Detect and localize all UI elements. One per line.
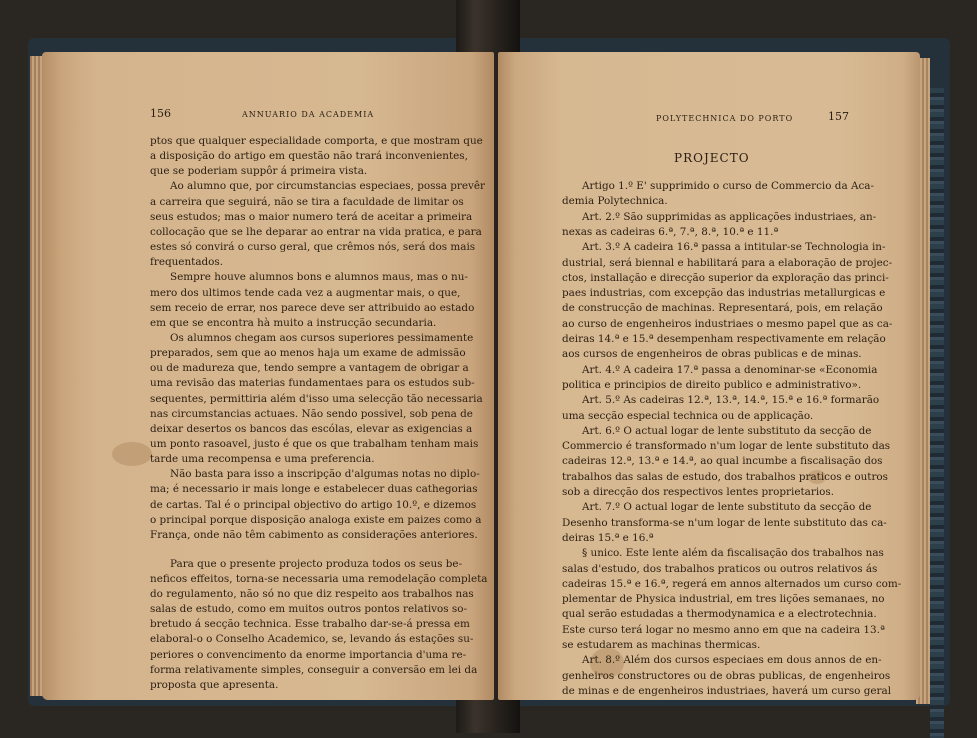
text-line: em que se encontra hà muito a instrucção secundaria. [150,316,437,329]
text-line: collocação que se lhe deparar ao entrar na vida pratica, e para [150,225,482,238]
text-line: ou de madureza que, tendo sempre a vantagem de obrigar a [150,362,469,375]
text-line: preparados, sem que ao menos haja um exame de admissão [150,347,466,360]
text-line: estes só convirá o curso geral, que crêmos nós, será dos mais [150,241,476,254]
page-number: 157 [828,110,849,123]
text-line: uma revisão das materias fundamentaes para os estudos sub- [150,377,475,390]
text-line: Art. 5.º As cadeiras 12.ª, 13.ª, 14.ª, 15.ª e 16.ª formarão [582,394,880,407]
text-line: dustrial, será biennal e habilitará para a elaboração de projec- [562,256,893,269]
text-line: Não basta para isso a inscripção d'algumas notas no diplo- [170,468,480,481]
text-line: tarde uma recompensa e uma preferencia. [150,453,375,466]
cover-edge [930,88,944,738]
text-line: deiras 15.ª e 16.ª [562,531,654,544]
text-line: Commercio é transformado n'um logar de lente substituto das [562,440,891,453]
text-line: cadeiras 12.ª, 13.ª e 14.ª, ao qual incumbe a fiscalisação dos [562,455,883,468]
text-line: aos cursos de engenheiros de obras publicas e de minas. [562,348,862,361]
text-line: Art. 2.º São supprimidas as applicações industriaes, an- [582,210,877,223]
text-line: qual serão estudadas a thermodynamica e a electrotechnia. [562,608,877,621]
text-line: elaboral-o o Conselho Academico, se, levando ás estações su- [150,633,474,646]
text-line: Os alumnos chegam aos cursos superiores pessimamente [170,331,474,344]
text-line: salas de estudo, como em muitos outros pontos relativos so- [150,603,468,616]
paper-stain [112,442,152,466]
text-line: plementar de Physica industrial, em tres lições semanaes, no [562,593,885,606]
text-line: Ao alumno que, por circumstancias especiaes, possa prevêr [170,180,486,193]
text-line: Art. 6.º O actual logar de lente substituto da secção de [582,424,872,437]
text-line: Art. 4.º A cadeira 17.ª passa a denominar-se «Economia [582,363,878,376]
text-line: a carreira que seguirá, não se tira a faculdade de limitar os [150,195,464,208]
text-line: de minas e de engenheiros industriaes, haverá um curso geral [562,684,892,697]
text-line: Art. 3.º A cadeira 16.ª passa a intitular-se Technologia in- [582,241,886,254]
text-line: Este curso terá logar no mesmo anno em que na cadeira 13.ª [562,623,885,636]
text-line: cadeiras 15.ª e 16.ª, regerá em annos alternados um curso com- [562,577,902,590]
text-line: de cartas. Tal é o principal objectivo do artigo 10.º, e dizemos [150,498,477,511]
text-line: Para que o presente projecto produza todos os seus be- [170,557,463,570]
text-line: França, onde não têm cabimento as considerações anteriores. [150,528,478,541]
text-line: demia Polytechnica. [562,195,668,208]
text-line: a disposição do artigo em questão não trará inconvenientes, [150,150,468,163]
text-line: politica e principios de direito publico e administrativo». [562,378,862,391]
right-page [498,52,920,700]
text-line: sequentes, permittiria além d'isso uma selecção tão necessaria [150,392,483,405]
text-line: sob a direcção dos respectivos lentes proprietarios. [562,486,835,498]
text-line: uma secção especial technica ou de applicação. [562,409,814,422]
text-line: do regulamento, não só no que diz respeito aos trabalhos nas [150,587,474,600]
text-line: proposta que apresenta. [150,678,279,691]
text-line: paes industrias, com excepção das industrias metallurgicas e [562,287,886,300]
text-line: ao curso de engenheiros industriaes o mesmo papel que as ca- [562,317,893,330]
text-line: periores o convencimento da enorme importancia d'uma re- [150,648,467,661]
text-line: genheiros constructores ou de obras publicas, de engenheiros [562,669,891,682]
text-line: sem receio de errar, nos parece deve ser attribuido ao estado [150,301,475,314]
text-line: Art. 8.º Além dos cursos especiaes em dous annos de en- [582,654,882,667]
text-line: o principal porque disposição analoga existe em paizes como a [150,513,482,526]
text-line: deixar desertos os bancos das escólas, elevar as exigencias a [150,422,473,435]
page-number: 156 [150,107,171,120]
text-line: Desenho transforma-se n'um logar de lente substituto das ca- [562,516,887,529]
text-line: frequentados. [150,256,224,269]
section-title: PROJECTO [674,151,750,165]
text-line: nas circumstancias actuaes. Não sendo possivel, sob pena de [150,407,473,420]
text-line: Sempre houve alumnos bons e alumnos maus, mas o nu- [170,271,468,284]
text-line: um ponto rasoavel, justo é que os que trabalham tenham mais [150,438,479,450]
text-line: trabalhos das salas de estudo, dos trabalhos praticos e outros [562,470,889,483]
text-line: § unico. Este lente além da fiscalisação dos trabalhos nas [582,547,884,560]
text-line: deiras 14.ª e 15.ª desempenham respectivamente em relação [562,333,886,345]
text-line: salas d'estudo, dos trabalhos praticos ou outros relativos ás [562,562,878,575]
left-page [42,52,494,700]
text-line: nexas as cadeiras 6.ª, 7.ª, 8.ª, 10.ª e 11.ª [562,225,779,238]
text-line: de construcção de machinas. Representará, pois, em relação [562,302,883,315]
text-line: ma; é necessario ir mais longe e estabelecer duas cathegorias [150,483,478,496]
text-line: Artigo 1.º E' supprimido o curso de Commercio da Aca- [582,180,874,192]
text-line: se estudarem as machinas thermicas. [562,639,761,651]
text-line: ctos, installação e direcção superior da exploração das princi- [562,271,889,284]
text-line: bretudo á secção technica. Esse trabalho dar-se-á pressa em [150,618,470,631]
running-head: ANNUARIO DA ACADEMIA [242,110,375,119]
text-line: ptos que qualquer especialidade comporta, e que mostram que [150,135,483,147]
text-line: neficos effeitos, torna-se necessaria uma remodelação completa [150,572,488,585]
text-line: forma relativamente simples, conseguir a conversão em lei da [150,663,478,676]
running-head: POLYTECHNICA DO PORTO [656,114,794,123]
text-line: seus estudos; mas o maior numero terá de aceitar a primeira [150,210,473,223]
text-line: mero dos ultimos tende cada vez a augmentar mais, o que, [150,286,461,299]
text-line: que se poderiam suppôr á primeira vista. [150,165,368,178]
text-line: Art. 7.º O actual logar de lente substituto da secção de [582,501,872,514]
